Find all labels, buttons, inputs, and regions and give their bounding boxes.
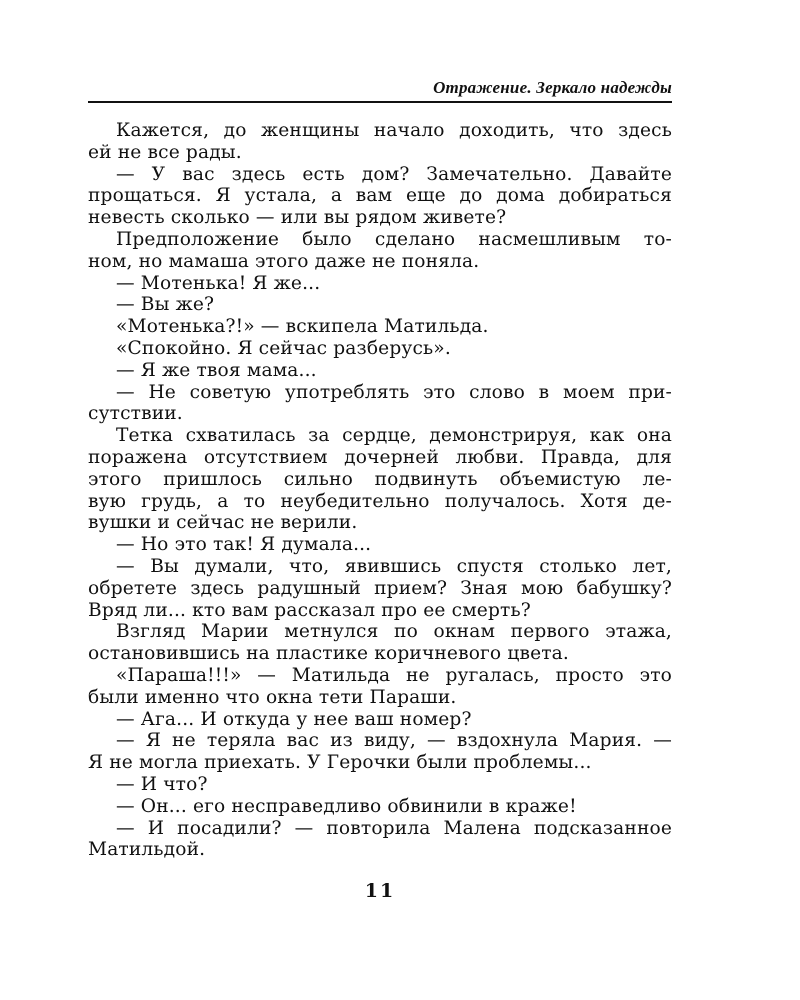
text-line: ей не все рады. bbox=[88, 141, 242, 163]
text-line: вушки и сейчас не верили. bbox=[88, 512, 358, 534]
text-line: были именно что окна тети Параши. bbox=[88, 686, 457, 708]
text-line: вую грудь, а то неубедительно получалось. Хотя де- bbox=[88, 490, 672, 512]
text-line: «Мотенька?!» — вскипела Матильда. bbox=[116, 316, 489, 338]
text-line: «Параша!!!» — Матильда не ругалась, просто это bbox=[116, 664, 672, 686]
text-line: Предположение было сделано насмешливым то- bbox=[116, 228, 672, 250]
text-line: — У вас здесь есть дом? Замечательно. Давайте bbox=[116, 163, 672, 185]
page-number: 11 bbox=[364, 880, 396, 902]
text-line: поражена отсутствием дочерней любви. Правда, для bbox=[88, 446, 672, 468]
text-line: — Но это так! Я думала... bbox=[116, 534, 372, 556]
text-line: Тетка схватилась за сердце, демонстрируя, как она bbox=[116, 425, 672, 447]
text-line: — Я же твоя мама... bbox=[116, 359, 317, 381]
text-line: — Я не теряла вас из виду, — вздохнула Мария. — bbox=[116, 730, 672, 752]
text-line: — И посадили? — повторила Малена подсказанное bbox=[116, 817, 672, 839]
text-line: ном, но мамаша этого даже не поняла. bbox=[88, 250, 480, 272]
text-line: Матильдой. bbox=[88, 839, 206, 861]
text-line: — Не советую употреблять это слово в моем при- bbox=[116, 381, 672, 403]
text-line: обретете здесь радушный прием? Зная мою бабушку? bbox=[88, 577, 672, 599]
text-line: Кажется, до женщины начало доходить, что здесь bbox=[116, 120, 672, 141]
text-line: Вряд ли... кто вам рассказал про ее смерть? bbox=[88, 599, 531, 621]
page-body-text bbox=[88, 120, 672, 861]
text-line: — Вы думали, что, явившись спустя столько лет, bbox=[116, 555, 672, 577]
text-line: сутствии. bbox=[88, 403, 183, 425]
text-line: этого пришлось сильно подвинуть объемистую ле- bbox=[88, 468, 672, 490]
running-head: Отражение. Зеркало надежды bbox=[433, 78, 672, 97]
text-line: — Вы же? bbox=[116, 294, 215, 316]
text-line: — Ага... И откуда у нее ваш номер? bbox=[116, 708, 472, 730]
text-line: — Мотенька! Я же... bbox=[116, 272, 321, 294]
text-line: прощаться. Я устала, а вам еще до дома добираться bbox=[88, 185, 672, 207]
text-line: — Он... его несправедливо обвинили в краже! bbox=[116, 795, 577, 817]
header-rule bbox=[88, 101, 672, 103]
text-line: «Спокойно. Я сейчас разберусь». bbox=[116, 337, 451, 359]
text-line: Я не могла приехать. У Герочки были проблемы... bbox=[88, 752, 592, 774]
text-line: — И что? bbox=[116, 773, 208, 795]
text-line: остановившись на пластике коричневого цвета. bbox=[88, 643, 569, 665]
text-line: невесть сколько — или вы рядом живете? bbox=[88, 207, 507, 229]
text-line: Взгляд Марии метнулся по окнам первого этажа, bbox=[116, 621, 672, 643]
